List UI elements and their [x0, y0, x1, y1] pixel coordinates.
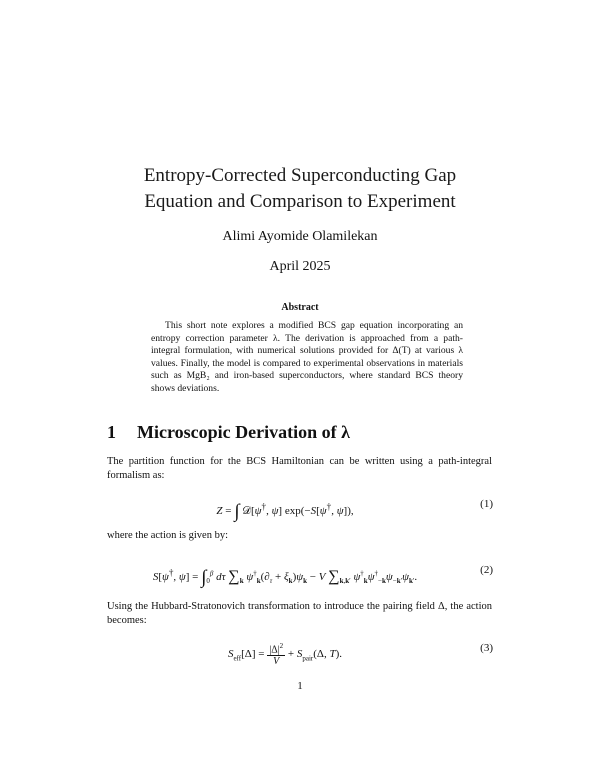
paragraph-action: where the action is given by: — [107, 530, 229, 541]
title-line-1: Entropy-Corrected Superconducting Gap — [143, 165, 457, 186]
equation-1-tag: (1) — [480, 498, 493, 510]
date: April 2025 — [269, 259, 331, 274]
equation-2 — [107, 560, 493, 586]
paragraph-partition-function: The partition function for the BCS Hamiltonian can be written using a path-integral formalism as: — [107, 456, 492, 481]
paragraph-hubbard-stratonovich: Using the Hubbard-Stratonovich transformation to introduce the pairing field Δ, the action becomes: — [107, 601, 492, 626]
abstract-text: This short note explores a modified BCS gap equation incorporating an entropy correction parameter λ. The derivation is approached from a path-integral formulation, with numerical solutions provided for Δ(T) at various λ values. Finally, the model is compared to experimental observations in materials such as MgB₂ and iron-based superconductors, where standard BCS theory shows deviations. — [151, 320, 463, 394]
section-title: Microscopic Derivation of λ — [137, 422, 350, 442]
title-line-2: Equation and Comparison to Experiment — [144, 191, 456, 212]
equation-3 — [107, 638, 493, 668]
equation-2-tag: (2) — [480, 564, 493, 576]
equation-3-body: $S_{eff}[\Delta]$ = $\frac{|\Delta|^2}{V}$ + $S_{pair}(\Delta$, T). — [227, 642, 343, 668]
section-heading — [107, 422, 350, 443]
author: Alimi Ayomide Olamilekan — [222, 229, 378, 244]
equation-1 — [107, 494, 493, 520]
abstract-heading: Abstract — [281, 302, 319, 313]
section-number: 1 — [107, 422, 116, 442]
equation-2-body: S[ψ†, $\psi] = \int_0^\beta$ dτ $\sum_k$ $\psi^\dagger_k(\partial_\tau + \xi_k)\psi_k - V$ $\sum_{k,k'}$ $\psi^\dagger_k\psi^\dagger_{-k}\psi_{-k'}\psi_{k'}$. — [152, 567, 418, 588]
page-number: 1 — [297, 680, 303, 692]
equation-1-body: Z = ∫ 𝒟[ψ†, ψ] exp(−S[ψ†, ψ]), — [216, 501, 354, 522]
equation-3-tag: (3) — [480, 642, 493, 654]
paper-title — [0, 163, 600, 215]
